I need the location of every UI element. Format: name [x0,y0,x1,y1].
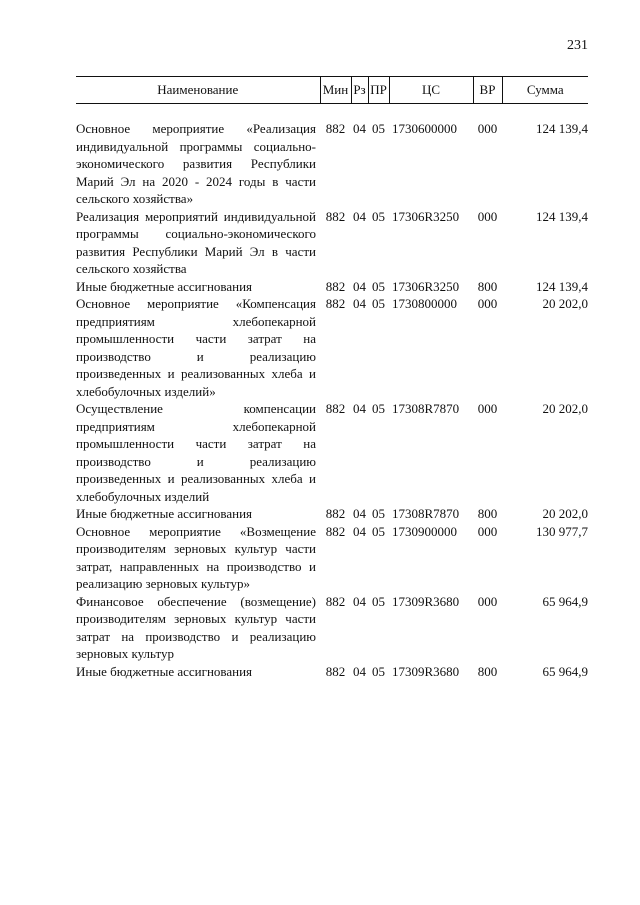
table-row [76,400,588,505]
row-min: 882 [325,278,346,294]
row-pr: 05 [372,506,385,521]
row-min: 882 [325,121,346,136]
header-name: Наименование [76,77,320,104]
row-sum: 130 977,7 [536,523,588,539]
row-name: Иные бюджетные ассигнования [76,663,253,679]
table-row [76,278,588,296]
row-name: Основное мероприятие «Возмещение производителям зерновых культур части затрат, направленных на производство и реализацию зерновых культур» [76,523,316,591]
row-rz: 04 [353,278,366,294]
row-min: 882 [325,296,346,311]
row-sum: 124 139,4 [536,278,588,294]
row-cs: 1730800000 [392,296,457,311]
row-vr: 000 [477,593,498,609]
row-name: Основное мероприятие «Реализация индивидуальной программы социально-экономического развития Республики Марий Эл на 2020 - 2024 годы в части сельского хозяйства» [76,121,316,206]
row-vr: 000 [477,523,498,539]
row-rz: 04 [353,523,366,539]
row-name: Иные бюджетные ассигнования [76,506,253,521]
row-cs: 17308R7870 [392,506,460,521]
row-rz: 04 [353,208,366,224]
row-cs: 17306R3250 [392,278,460,294]
row-min: 882 [325,663,346,679]
row-name: Осуществление компенсации предприятиям хлебопекарной промышленности части затрат на производство и реализацию произведенных и реализованных хлеба и хлебобулочных изделий [76,401,316,504]
table-row [76,208,588,278]
table-row [76,120,588,208]
row-pr: 05 [372,296,385,311]
row-name: Основное мероприятие «Компенсация предприятиям хлебопекарной промышленности части затрат на производство и реализацию произведенных и реализованных хлеба и хлебобулочных изделий» [76,296,316,399]
row-min: 882 [325,523,346,539]
row-name: Реализация мероприятий индивидуальной программы социально-экономического развития Республики Марий Эл в части сельского хозяйства [76,208,316,276]
header-pr: ПР [368,77,389,104]
row-pr: 05 [372,401,385,416]
row-rz: 04 [353,663,366,679]
row-sum: 20 202,0 [542,401,588,416]
row-rz: 04 [353,593,366,609]
table-body [76,104,588,681]
row-vr: 000 [477,121,498,136]
row-sum: 65 964,9 [542,593,588,609]
row-sum: 124 139,4 [536,121,588,136]
row-vr: 000 [477,208,498,224]
header-sum: Сумма [502,77,588,104]
row-cs: 1730900000 [392,523,457,539]
row-sum: 20 202,0 [542,296,588,311]
spacer-row [76,104,588,121]
header-min: Мин [320,77,351,104]
table-row [76,505,588,523]
table-row [76,593,588,663]
row-cs: 1730600000 [392,121,457,136]
row-pr: 05 [372,593,385,609]
row-sum: 124 139,4 [536,208,588,224]
row-pr: 05 [372,663,385,679]
table-row [76,663,588,681]
row-vr: 800 [477,506,498,521]
row-rz: 04 [353,401,366,416]
row-pr: 05 [372,278,385,294]
row-vr: 000 [477,296,498,311]
row-cs: 17309R3680 [392,593,460,609]
row-sum: 65 964,9 [542,663,588,679]
row-vr: 800 [477,278,498,294]
row-rz: 04 [353,121,366,136]
row-sum: 20 202,0 [542,506,588,521]
table-row [76,523,588,593]
row-vr: 800 [477,663,498,679]
row-pr: 05 [372,523,385,539]
budget-table [76,76,588,680]
row-vr: 000 [477,401,498,416]
header-row [76,77,588,104]
row-min: 882 [325,208,346,224]
row-name: Иные бюджетные ассигнования [76,278,253,294]
page-number: 231 [567,38,588,53]
header-rz: Рз [351,77,368,104]
row-name: Финансовое обеспечение (возмещение) производителям зерновых культур части затрат на производство и реализацию зерновых культур [76,593,316,661]
row-pr: 05 [372,208,385,224]
header-vr: ВР [473,77,502,104]
row-cs: 17306R3250 [392,208,460,224]
header-cs: ЦС [389,77,473,104]
row-rz: 04 [353,296,366,311]
table-row [76,295,588,400]
row-min: 882 [325,506,346,521]
row-cs: 17308R7870 [392,401,460,416]
table-header [76,77,588,104]
row-cs: 17309R3680 [392,663,460,679]
row-pr: 05 [372,121,385,136]
row-rz: 04 [353,506,366,521]
row-min: 882 [325,593,346,609]
row-min: 882 [325,401,346,416]
